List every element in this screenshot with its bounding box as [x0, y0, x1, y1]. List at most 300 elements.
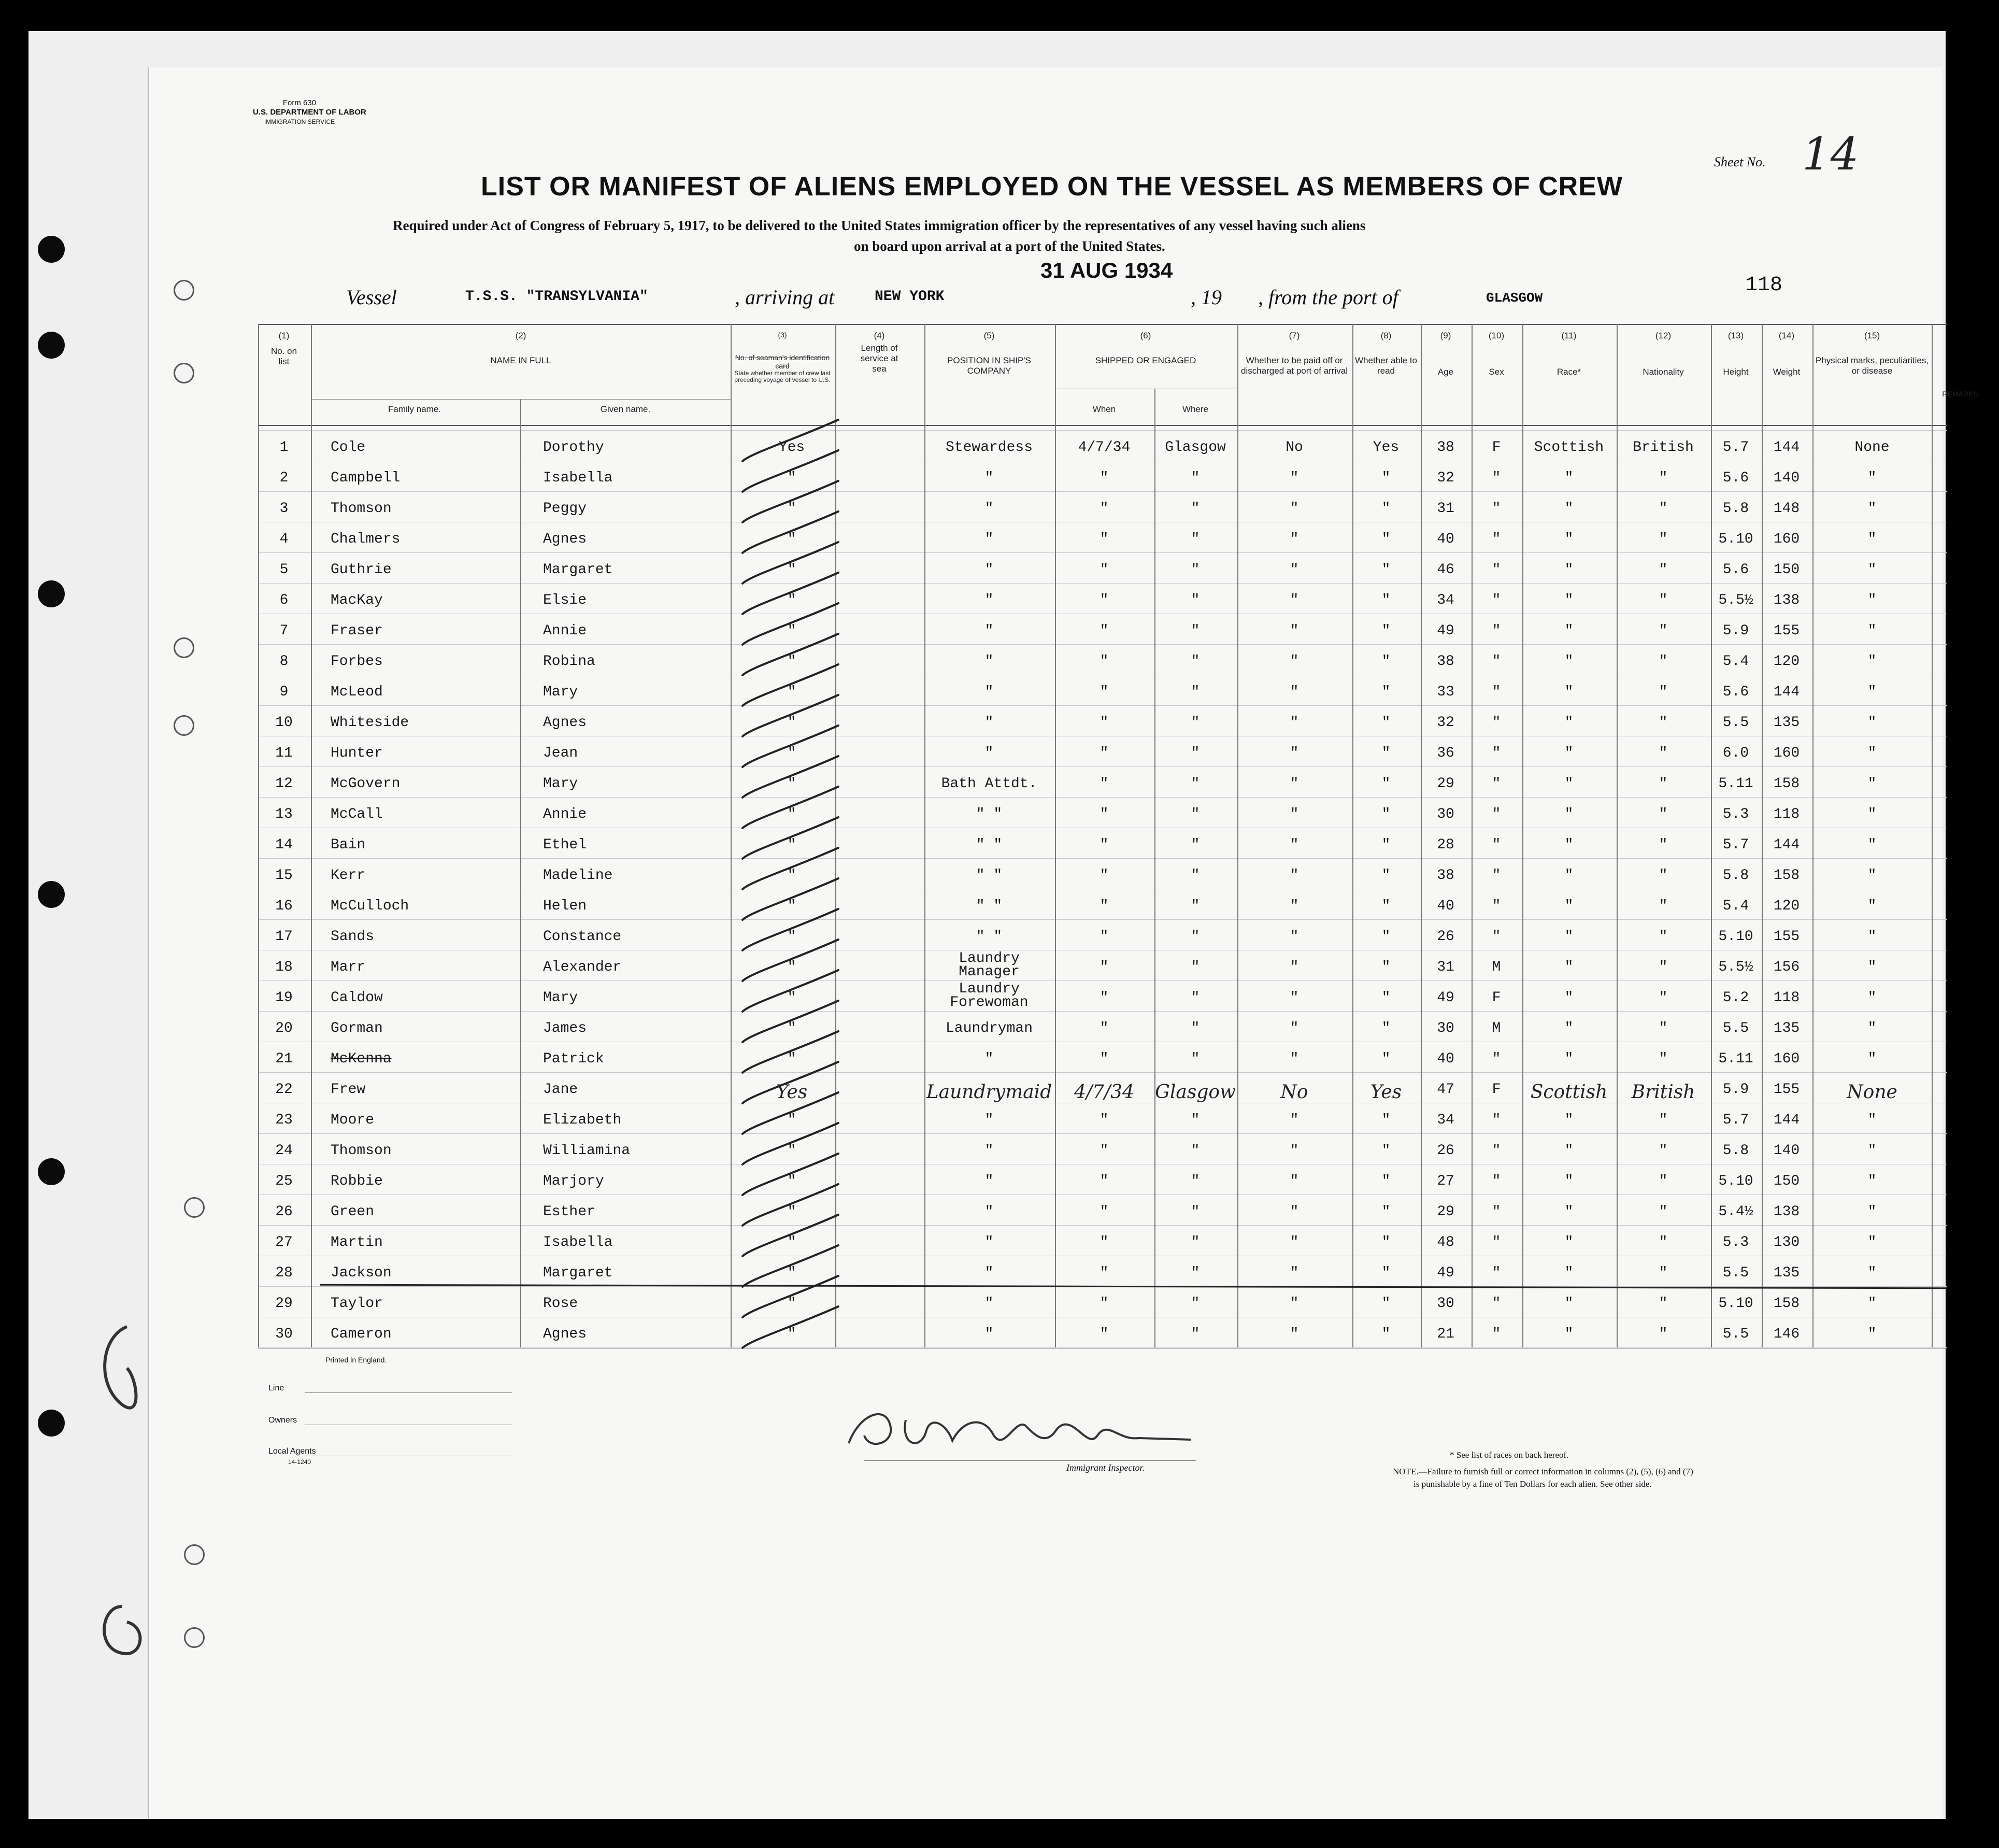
binder-ring [184, 1197, 205, 1218]
cell-height: 5.8 [1722, 1143, 1749, 1159]
cell-read: " [1381, 929, 1391, 945]
cell-where: Glasgow [1165, 439, 1226, 456]
cell-prev: " [787, 806, 796, 822]
cell-weight: 144 [1773, 837, 1800, 853]
cell-no: 2 [279, 470, 289, 486]
cell-no: 1 [279, 439, 289, 456]
cell-nationality: " [1659, 1173, 1668, 1189]
cell-where: " [1191, 1234, 1200, 1250]
cell-sex: " [1492, 837, 1501, 853]
cell-marks: " [1867, 806, 1877, 822]
cell-weight: 155 [1773, 929, 1800, 945]
cell-prev: " [787, 501, 796, 517]
cell-prev: " [787, 898, 796, 914]
cell-given: Elizabeth [543, 1112, 622, 1128]
cell-position: " [984, 623, 994, 639]
cell-paid: " [1290, 531, 1299, 547]
col12-number: (12) [1655, 331, 1672, 340]
cell-sex: " [1492, 501, 1501, 517]
cell-race: " [1564, 1265, 1574, 1281]
cell-when: " [1100, 715, 1109, 731]
cell-weight: 155 [1773, 623, 1800, 639]
col4-number: (4) [874, 331, 885, 340]
binder-ring [184, 1544, 205, 1565]
cell-prev: " [787, 1051, 796, 1067]
cell-paid: " [1290, 623, 1299, 639]
cell-position: " [984, 470, 994, 486]
cell-family: Chalmers [331, 531, 401, 547]
cell-age: 32 [1437, 715, 1454, 731]
cell-sex: " [1492, 1234, 1501, 1250]
cell-where: " [1191, 1265, 1200, 1281]
cell-where: " [1191, 684, 1200, 700]
cell-given: Elsie [543, 592, 587, 608]
check-stroke [743, 1215, 838, 1256]
cell-position: " [984, 715, 994, 731]
check-stroke [743, 1031, 838, 1073]
binder-hole [38, 881, 65, 908]
cell-family: Green [331, 1204, 375, 1220]
cell-where: " [1191, 898, 1200, 914]
family-name-header: Family name. [388, 404, 441, 414]
col13-label: Height [1723, 367, 1749, 377]
cell-marks: " [1867, 1265, 1877, 1281]
cell-no: 5 [279, 562, 289, 578]
cell-given: James [543, 1020, 587, 1036]
cell-age: 49 [1437, 990, 1454, 1006]
cell-paid: " [1290, 929, 1299, 945]
cell-given: Mary [543, 990, 578, 1006]
cell-prev: " [787, 776, 796, 792]
cell-race: Scottish [1530, 1082, 1608, 1103]
form-code: 14-1240 [288, 1458, 311, 1466]
cell-sex: " [1492, 1051, 1501, 1067]
cell-marks: " [1867, 929, 1877, 945]
cell-race: " [1564, 1051, 1574, 1067]
owners-label: Owners [268, 1416, 297, 1425]
cell-no: 27 [275, 1234, 293, 1250]
cell-given: Robina [543, 653, 595, 670]
cell-paid: " [1290, 806, 1299, 822]
cell-family: Caldow [331, 990, 383, 1006]
cell-given: Rose [543, 1296, 578, 1312]
cell-prev: " [787, 684, 796, 700]
cell-race: " [1564, 959, 1574, 975]
cell-race: " [1564, 1234, 1574, 1250]
cell-when: " [1100, 776, 1109, 792]
sheet-number-label: Sheet No. [1714, 154, 1766, 169]
cell-read: " [1381, 1020, 1391, 1036]
cell-read: " [1381, 1234, 1391, 1250]
cell-when: 4/7/34 [1078, 439, 1131, 456]
cell-prev: " [787, 1020, 796, 1036]
cell-race: " [1564, 501, 1574, 517]
cell-age: 49 [1437, 1265, 1454, 1281]
cell-family: Robbie [331, 1173, 383, 1189]
col15-label: Physical marks, peculiarities, or disease [1815, 356, 1929, 376]
cell-weight: 135 [1773, 1265, 1800, 1281]
cell-paid: " [1290, 1173, 1299, 1189]
cell-prev: " [787, 1204, 796, 1220]
cell-race: " [1564, 1296, 1574, 1312]
cell-prev: " [787, 959, 796, 975]
cell-height: 5.9 [1722, 1082, 1749, 1098]
cell-race: " [1564, 1204, 1574, 1220]
cell-weight: 140 [1773, 470, 1800, 486]
cell-paid: " [1290, 1234, 1299, 1250]
cell-nationality: " [1659, 990, 1668, 1006]
cell-when: " [1100, 470, 1109, 486]
cell-no: 11 [275, 745, 293, 761]
sheet-number: 14 [1802, 129, 1859, 180]
cell-given: Margaret [543, 562, 613, 578]
cell-no: 26 [275, 1204, 293, 1220]
cell-given: Constance [543, 929, 622, 945]
service-name: IMMIGRATION SERVICE [264, 118, 335, 125]
cell-age: 38 [1437, 653, 1454, 670]
cell-nationality: " [1659, 1234, 1668, 1250]
cell-sex: M [1492, 1020, 1501, 1036]
year-label: , 19 [1191, 286, 1222, 309]
cell-family: McCall [331, 806, 383, 822]
cell-weight: 138 [1773, 592, 1800, 608]
cell-read: " [1381, 898, 1391, 914]
cell-position: " [984, 653, 994, 670]
cell-nationality: " [1659, 592, 1668, 608]
check-stroke [743, 603, 838, 645]
cell-marks: " [1867, 1112, 1877, 1128]
cell-family: Sands [331, 929, 375, 945]
cell-given: Mary [543, 776, 578, 792]
cell-when: " [1100, 959, 1109, 975]
cell-no: 21 [275, 1051, 293, 1067]
cell-position: Stewardess [945, 439, 1033, 456]
cell-where: " [1191, 1020, 1200, 1036]
cell-weight: 158 [1773, 868, 1800, 884]
manifest-page [148, 67, 1978, 1819]
cell-age: 31 [1437, 959, 1454, 975]
cell-no: 29 [275, 1296, 293, 1312]
col1-number: (1) [278, 331, 290, 340]
cell-read: " [1381, 1265, 1391, 1281]
cell-when: " [1100, 562, 1109, 578]
cell-height: 5.5½ [1718, 959, 1753, 975]
cell-where: " [1191, 1051, 1200, 1067]
cell-weight: 158 [1773, 776, 1800, 792]
cell-when: " [1100, 653, 1109, 670]
cell-no: 18 [275, 959, 293, 975]
cell-paid: " [1290, 745, 1299, 761]
cell-race: " [1564, 1020, 1574, 1036]
check-stroke [743, 817, 838, 859]
check-stroke [743, 1184, 838, 1226]
check-stroke [743, 1276, 838, 1317]
check-stroke [743, 940, 838, 981]
cell-age: 21 [1437, 1326, 1454, 1342]
cell-when: " [1100, 684, 1109, 700]
cell-nationality: " [1659, 868, 1668, 884]
cell-family: Moore [331, 1112, 375, 1128]
cell-height: 5.9 [1722, 623, 1749, 639]
cell-race: " [1564, 898, 1574, 914]
cell-marks: " [1867, 653, 1877, 670]
cell-height: 5.4 [1722, 898, 1749, 914]
cell-age: 26 [1437, 1143, 1454, 1159]
cell-paid: " [1290, 1265, 1299, 1281]
check-stroke [743, 450, 838, 492]
cell-paid: " [1290, 1326, 1299, 1342]
cell-height: 5.8 [1722, 868, 1749, 884]
cell-height: 5.7 [1722, 837, 1749, 853]
cell-where: " [1191, 501, 1200, 517]
col14-label: Weight [1773, 367, 1801, 377]
cell-family: Cameron [331, 1326, 392, 1342]
check-stroke [743, 664, 838, 706]
cell-race: " [1564, 837, 1574, 853]
cell-prev: " [787, 592, 796, 608]
arrival-date-stamp: 31 AUG 1934 [1040, 258, 1173, 282]
cell-marks: " [1867, 715, 1877, 731]
cell-age: 40 [1437, 531, 1454, 547]
cell-where: " [1191, 562, 1200, 578]
cell-height: 5.6 [1722, 470, 1749, 486]
col14-number: (14) [1778, 331, 1795, 340]
col11-label: Race* [1557, 367, 1581, 377]
cell-nationality: " [1659, 837, 1668, 853]
col13-number: (13) [1727, 331, 1744, 340]
cell-where: " [1191, 806, 1200, 822]
cell-no: 17 [275, 929, 293, 945]
cell-weight: 158 [1773, 1296, 1800, 1312]
cell-prev: " [787, 562, 796, 578]
cell-race: " [1564, 806, 1574, 822]
cell-where: " [1191, 959, 1200, 975]
printed-in-note: Printed in England. [325, 1356, 387, 1364]
cell-no: 13 [275, 806, 293, 822]
col9-number: (9) [1440, 331, 1451, 340]
cell-position: " [984, 531, 994, 547]
cell-paid: " [1290, 898, 1299, 914]
col6-label: SHIPPED OR ENGAGED [1095, 356, 1196, 365]
cell-marks: " [1867, 1296, 1877, 1312]
cell-weight: 160 [1773, 745, 1800, 761]
cell-paid: " [1290, 1020, 1299, 1036]
cell-paid: " [1290, 1112, 1299, 1128]
cell-age: 30 [1437, 806, 1454, 822]
cell-given: Annie [543, 806, 587, 822]
cell-paid: " [1290, 990, 1299, 1006]
cell-weight: 148 [1773, 501, 1800, 517]
cell-given: Annie [543, 623, 587, 639]
where-header: Where [1182, 404, 1209, 414]
cell-sex: F [1492, 1082, 1501, 1098]
cell-weight: 160 [1773, 531, 1800, 547]
cell-read: " [1381, 990, 1391, 1006]
binder-ring [174, 715, 194, 736]
cell-family: Frew [331, 1082, 366, 1098]
check-stroke [743, 1062, 838, 1103]
cell-height: 5.4½ [1718, 1204, 1753, 1220]
margin-pencil-marks [91, 1316, 153, 1679]
cell-paid: " [1290, 1143, 1299, 1159]
cell-age: 46 [1437, 562, 1454, 578]
cell-weight: 135 [1773, 715, 1800, 731]
cell-prev: " [787, 868, 796, 884]
cell-race: " [1564, 715, 1574, 731]
cell-nationality: " [1659, 653, 1668, 670]
cell-family: Hunter [331, 745, 383, 761]
cell-where: " [1191, 745, 1200, 761]
cell-where: " [1191, 929, 1200, 945]
cell-sex: " [1492, 1204, 1501, 1220]
cell-nationality: " [1659, 1296, 1668, 1312]
cell-no: 20 [275, 1020, 293, 1036]
cell-given: Jean [543, 745, 578, 761]
cell-weight: 118 [1773, 990, 1800, 1006]
col5-number: (5) [983, 331, 995, 340]
cell-nationality: " [1659, 929, 1668, 945]
cell-prev: " [787, 1143, 796, 1159]
cell-nationality: British [1631, 1082, 1695, 1103]
cell-nationality: " [1659, 1265, 1668, 1281]
cell-nationality: " [1659, 1204, 1668, 1220]
col7-number: (7) [1289, 331, 1300, 340]
cell-height: 5.6 [1722, 684, 1749, 700]
cell-position: " " [976, 929, 1003, 945]
cell-marks: " [1867, 898, 1877, 914]
binder-hole [38, 1410, 65, 1437]
when-header: When [1092, 404, 1116, 414]
cell-height: 5.3 [1722, 1234, 1749, 1250]
cell-family: Thomson [331, 501, 392, 517]
cell-marks: " [1867, 501, 1877, 517]
cell-prev: " [787, 990, 796, 1006]
cell-nationality: " [1659, 562, 1668, 578]
cell-prev: " [787, 715, 796, 731]
cell-marks: " [1867, 745, 1877, 761]
cell-when: " [1100, 1173, 1109, 1189]
cell-where: " [1191, 868, 1200, 884]
cell-height: 5.11 [1718, 776, 1753, 792]
check-stroke [743, 1245, 838, 1287]
cell-paid: " [1290, 1296, 1299, 1312]
cell-read: " [1381, 592, 1391, 608]
cell-no: 12 [275, 776, 293, 792]
cell-read: Yes [1370, 1082, 1402, 1103]
cell-read: " [1381, 1204, 1391, 1220]
cell-sex: " [1492, 1265, 1501, 1281]
cell-race: " [1564, 470, 1574, 486]
cell-read: " [1381, 1173, 1391, 1189]
cell-race: " [1564, 684, 1574, 700]
check-stroke [743, 787, 838, 828]
cell-read: Yes [1373, 439, 1400, 456]
cell-family: MacKay [331, 592, 383, 608]
cell-prev: Yes [778, 439, 805, 456]
cell-weight: 120 [1773, 898, 1800, 914]
cell-prev: " [787, 1112, 796, 1128]
cell-height: 5.5 [1722, 1326, 1749, 1342]
cell-weight: 138 [1773, 1204, 1800, 1220]
cell-sex: F [1492, 990, 1501, 1006]
cell-nationality: " [1659, 684, 1668, 700]
cell-marks: " [1867, 1051, 1877, 1067]
cell-given: Isabella [543, 1234, 613, 1250]
subtitle-line-1: Required under Act of Congress of February 5, 1917, to be delivered to the United States immigration officer by the representatives of any vessel having such aliens [393, 218, 1366, 233]
cell-given: Alexander [543, 959, 622, 975]
cell-family: Forbes [331, 653, 383, 670]
cell-marks: " [1867, 1020, 1877, 1036]
check-stroke [743, 573, 838, 614]
cell-family: Campbell [331, 470, 401, 486]
cell-marks: " [1867, 776, 1877, 792]
cell-given: Agnes [543, 1326, 587, 1342]
binder-ring [174, 637, 194, 658]
remarks-header: REMARKS [1942, 390, 1978, 398]
cell-family: McKenna [331, 1051, 392, 1067]
signature-text: S. O'Loughlin [952, 1430, 960, 1431]
col2-label: NAME IN FULL [490, 356, 551, 365]
cell-read: " [1381, 1326, 1391, 1342]
cell-where: " [1191, 623, 1200, 639]
cell-no: 16 [275, 898, 293, 914]
cell-marks: " [1867, 562, 1877, 578]
cell-position: " [984, 592, 994, 608]
check-stroke [743, 481, 838, 522]
col4-label: Length of service at sea [860, 343, 898, 374]
cell-read: " [1381, 684, 1391, 700]
cell-when: 4/7/34 [1074, 1082, 1134, 1103]
binder-ring [174, 363, 194, 383]
cell-marks: " [1867, 1204, 1877, 1220]
cell-height: 5.10 [1718, 1173, 1753, 1189]
cell-read: " [1381, 1051, 1391, 1067]
cell-sex: " [1492, 1296, 1501, 1312]
cell-height: 5.4 [1722, 653, 1749, 670]
col10-number: (10) [1488, 331, 1505, 340]
cell-nationality: " [1659, 1143, 1668, 1159]
cell-family: McCulloch [331, 898, 409, 914]
cell-when: " [1100, 1296, 1109, 1312]
cell-read: " [1381, 1112, 1391, 1128]
cell-position: " [984, 1143, 994, 1159]
cell-weight: 118 [1773, 806, 1800, 822]
cell-marks: " [1867, 1143, 1877, 1159]
arrival-port: NEW YORK [875, 289, 945, 305]
check-stroke [743, 420, 838, 461]
cell-race: " [1564, 1143, 1574, 1159]
cell-no: 7 [279, 623, 289, 639]
department-name: U.S. DEPARTMENT OF LABOR [253, 108, 366, 117]
cell-weight: 140 [1773, 1143, 1800, 1159]
cell-family: Martin [331, 1234, 383, 1250]
cell-marks: " [1867, 837, 1877, 853]
cell-where: " [1191, 837, 1200, 853]
cell-sex: " [1492, 868, 1501, 884]
cell-paid: " [1290, 776, 1299, 792]
cell-race: " [1564, 745, 1574, 761]
cell-nationality: " [1659, 623, 1668, 639]
cell-family: Cole [331, 439, 366, 456]
cell-family: Thomson [331, 1143, 392, 1159]
check-stroke [743, 909, 838, 950]
check-stroke [743, 542, 838, 584]
cell-when: " [1100, 837, 1109, 853]
cell-given: Agnes [543, 531, 587, 547]
cell-family: Guthrie [331, 562, 392, 578]
cell-sex: " [1492, 806, 1501, 822]
binder-hole [38, 236, 65, 263]
